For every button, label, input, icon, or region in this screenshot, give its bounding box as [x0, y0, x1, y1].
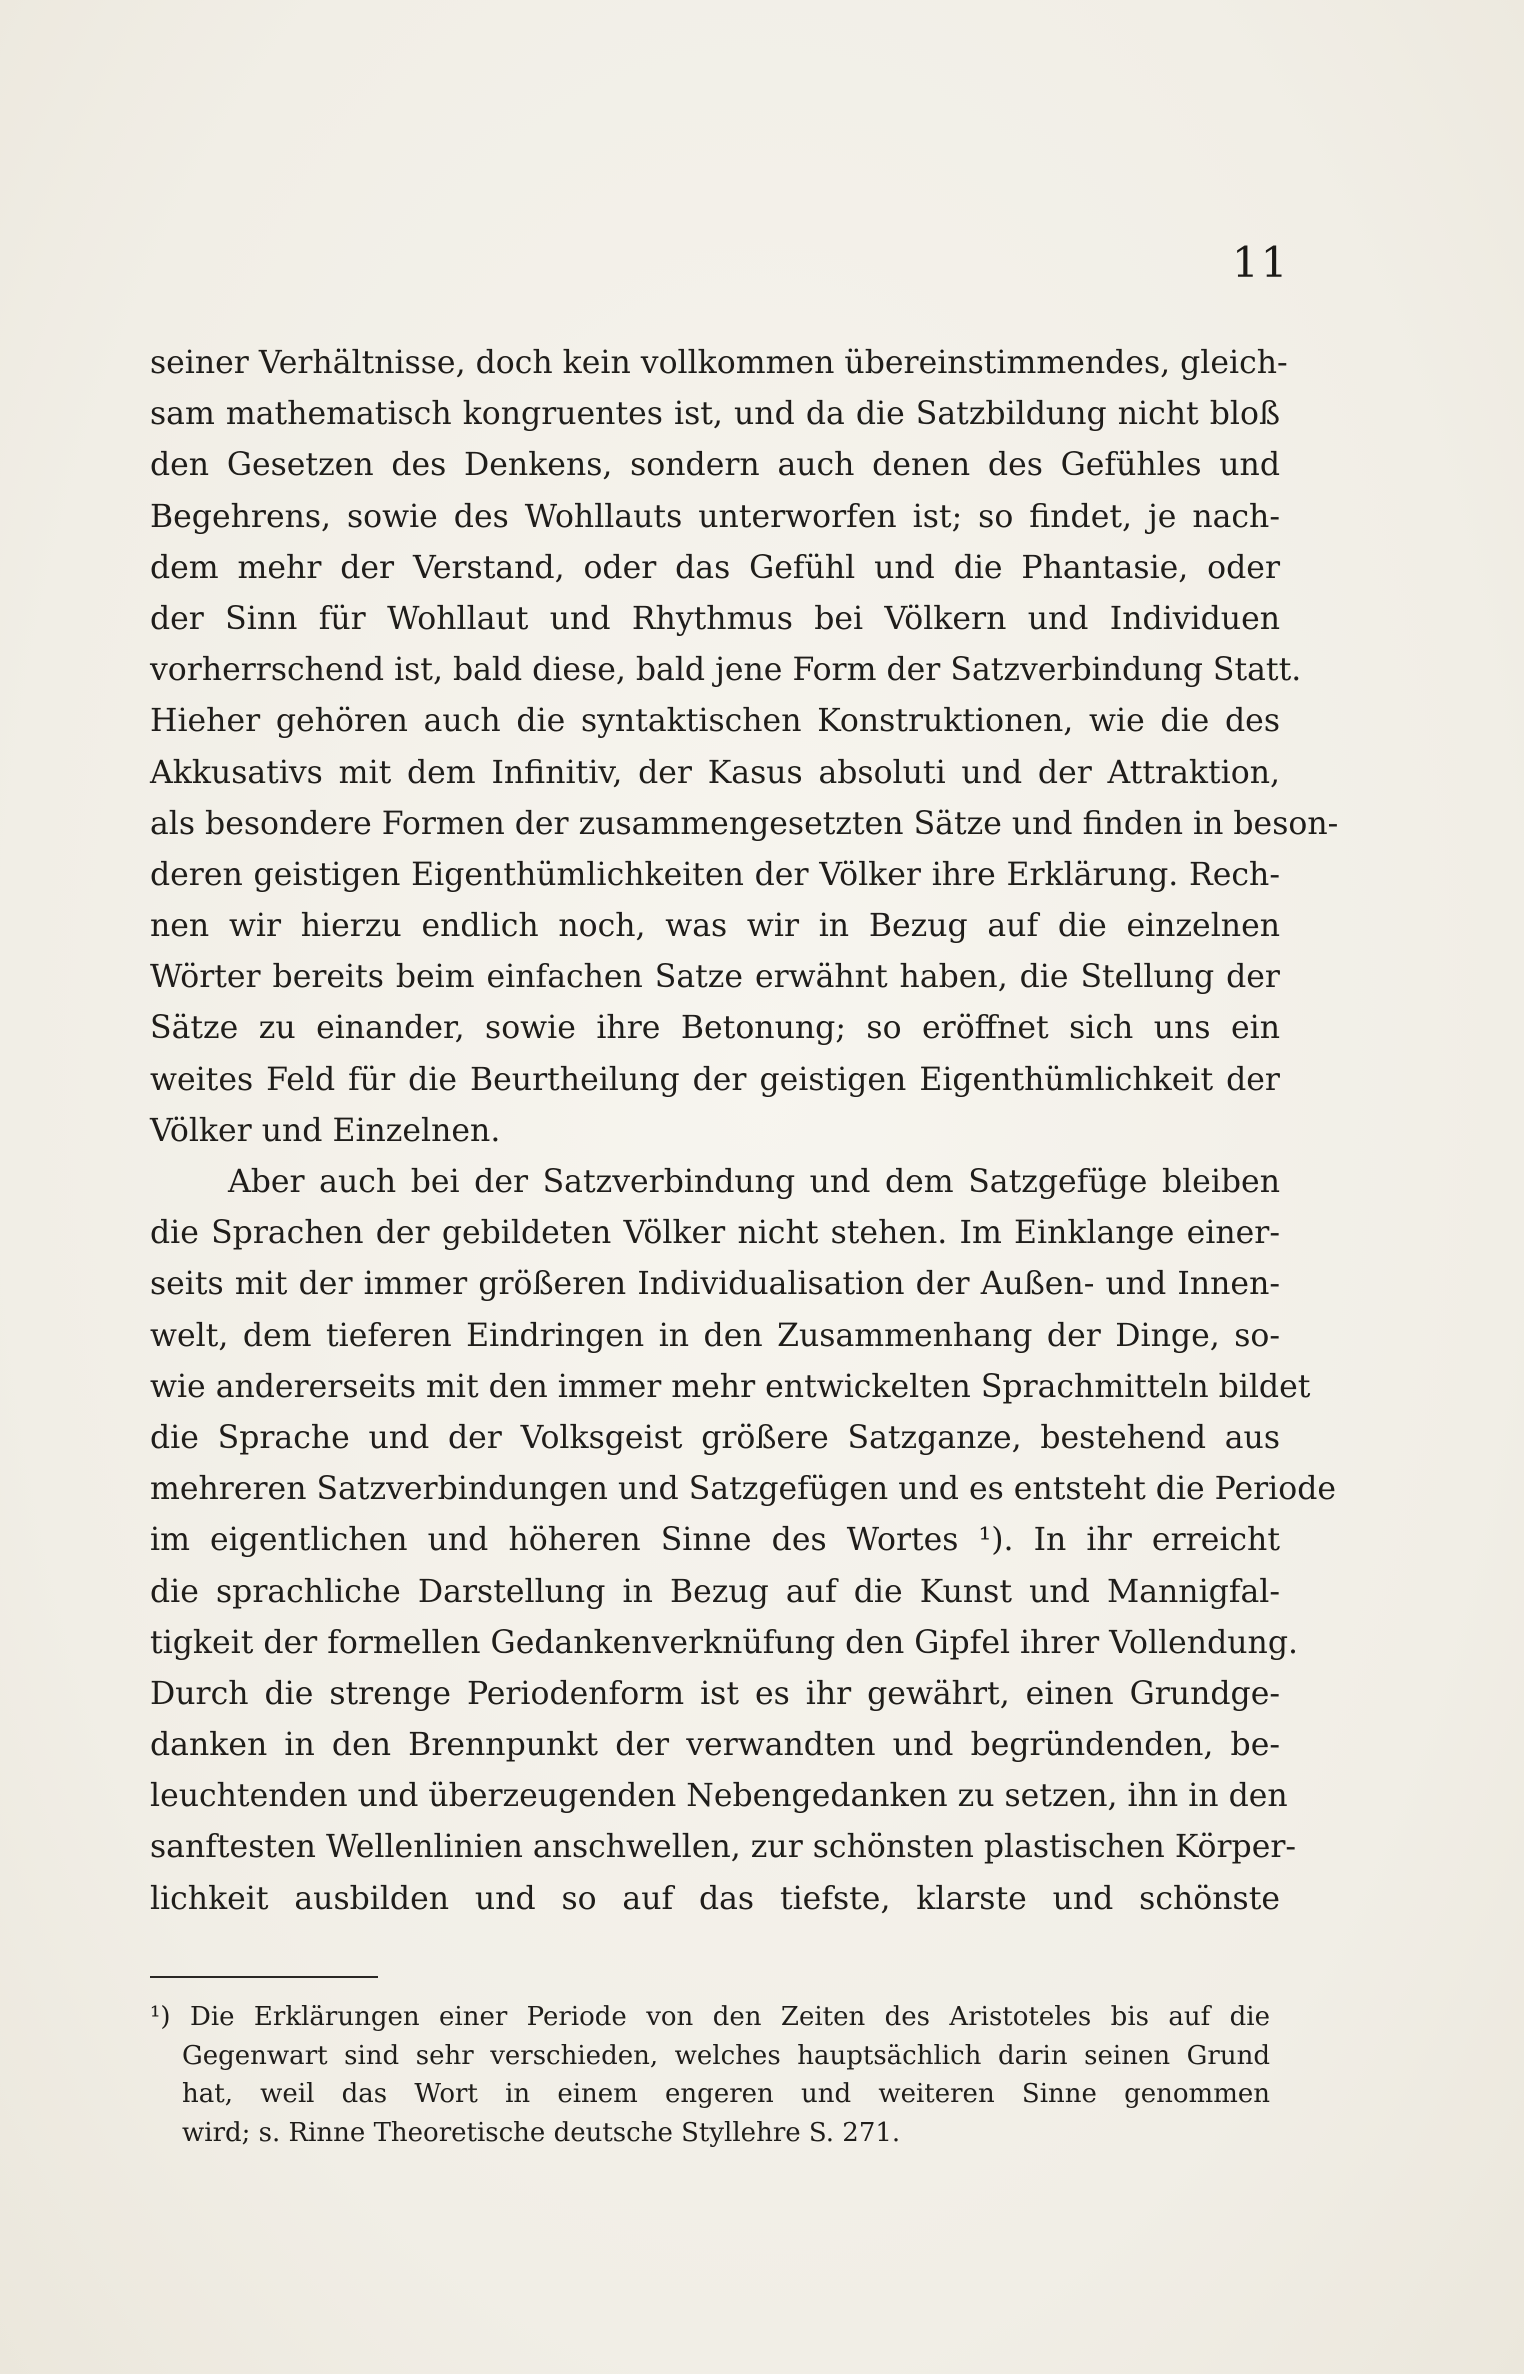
text-line: leuchtenden und überzeugenden Nebengedanken zu setzen, ihn in den — [150, 1778, 1288, 1815]
footnote-line: ¹) Die Erklärungen einer Periode von den Zeiten des Aristoteles bis auf die — [150, 2002, 1270, 2032]
text-line: die sprachliche Darstellung in Bezug auf die Kunst und Mannigfal- — [150, 1573, 1280, 1610]
text-line: den Gesetzen des Denkens, sondern auch denen des Gefühles und — [150, 447, 1280, 484]
text-line: nen wir hierzu endlich noch, was wir in Bezug auf die einzelnen — [150, 908, 1280, 945]
text-line: sanftesten Wellenlinien anschwellen, zur schönsten plastischen Körper- — [150, 1829, 1297, 1866]
footnote-divider — [150, 1976, 378, 1978]
text-line: Hieher gehören auch die syntaktischen Konstruktionen, wie die des — [150, 703, 1280, 740]
text-line: Begehrens, sowie des Wohllauts unterworfen ist; so findet, je nach- — [150, 498, 1280, 535]
text-line: tigkeit der formellen Gedankenverknüfung den Gipfel ihrer Vollendung. — [150, 1624, 1298, 1661]
text-line: Völker und Einzelnen. — [150, 1112, 501, 1149]
text-line: Durch die strenge Periodenform ist es ihr gewährt, einen Grundge- — [150, 1675, 1280, 1712]
text-line: Akkusativs mit dem Infinitiv, der Kasus absoluti und der Attraktion, — [150, 754, 1280, 791]
footnote-line: hat, weil das Wort in einem engeren und weiteren Sinne genommen — [182, 2079, 1270, 2109]
text-line: im eigentlichen und höheren Sinne des Wortes ¹). In ihr erreicht — [150, 1522, 1280, 1559]
text-line: die Sprachen der gebildeten Völker nicht stehen. Im Einklange einer- — [150, 1215, 1280, 1252]
text-line: als besondere Formen der zusammengesetzten Sätze und finden in beson- — [150, 805, 1339, 842]
text-line: die Sprache und der Volksgeist größere Satzganze, bestehend aus — [150, 1419, 1280, 1456]
text-line: welt, dem tieferen Eindringen in den Zusammenhang der Dinge, so- — [150, 1317, 1280, 1354]
text-line: der Sinn für Wohllaut und Rhythmus bei Völkern und Individuen — [150, 600, 1280, 637]
text-line: weites Feld für die Beurtheilung der geistigen Eigenthümlichkeit der — [150, 1061, 1280, 1098]
footnote — [150, 1998, 1270, 2152]
text-line: wie andererseits mit den immer mehr entwickelten Sprachmitteln bildet — [150, 1368, 1311, 1405]
text-line: seiner Verhältnisse, doch kein vollkommen übereinstimmendes, gleich- — [150, 345, 1288, 381]
text-line: danken in den Brennpunkt der verwandten und begründenden, be- — [150, 1727, 1280, 1764]
text-line: lichkeit ausbilden und so auf das tiefste, klarste und schönste — [150, 1880, 1280, 1917]
footnote-line: wird; s. Rinne Theoretische deutsche Styllehre S. 271. — [182, 2117, 901, 2148]
text-line: vorherrschend ist, bald diese, bald jene Form der Satzverbindung Statt. — [150, 652, 1302, 689]
footnote-line: Gegenwart sind sehr verschieden, welches hauptsächlich darin seinen Grund — [182, 2040, 1270, 2071]
text-line: mehreren Satzverbindungen und Satzgefügen und es entsteht die Periode — [150, 1471, 1337, 1508]
text-line: Sätze zu einander, sowie ihre Betonung; so eröffnet sich uns ein — [150, 1010, 1280, 1047]
text-line: Aber auch bei der Satzverbindung und dem Satzgefüge bleiben — [228, 1164, 1280, 1200]
text-line: dem mehr der Verstand, oder das Gefühl und die Phantasie, oder — [150, 549, 1280, 586]
text-line: deren geistigen Eigenthümlichkeiten der Völker ihre Erklärung. Rech- — [150, 856, 1280, 893]
page-number: 11 — [1232, 238, 1290, 287]
text-line: sam mathematisch kongruentes ist, und da die Satzbildung nicht bloß — [150, 396, 1280, 433]
text-line: seits mit der immer größeren Individualisation der Außen- und Innen- — [150, 1266, 1280, 1303]
main-text — [150, 338, 1339, 1925]
text-line: Wörter bereits beim einfachen Satze erwähnt haben, die Stellung der — [150, 959, 1280, 996]
